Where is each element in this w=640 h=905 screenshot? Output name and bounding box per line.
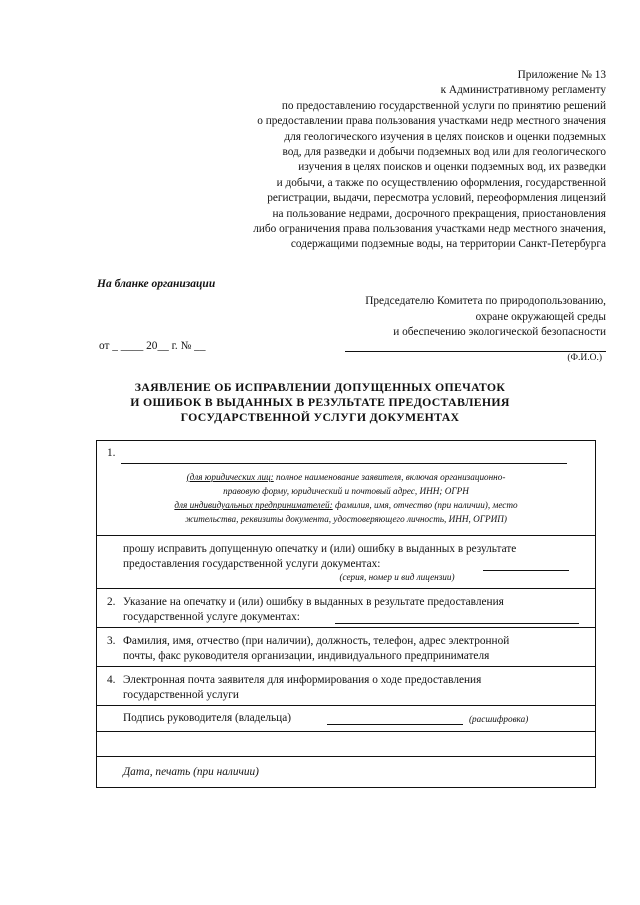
request-text-line: прошу исправить допущенную опечатку и (или) ошибку в выданных в результате [123, 543, 517, 555]
item-number: 3. [107, 635, 116, 647]
appendix-line: о предоставлении права пользования участками недр местного значения [257, 115, 606, 128]
error-text-line: Указание на опечатку и (или) ошибку в выданных в результате предоставления [123, 596, 504, 608]
appendix-header [166, 68, 606, 253]
letterhead-label: На бланке организации [97, 278, 216, 290]
addressee-line: Председателю Комитета по природопользованию, [365, 295, 606, 307]
appendix-line: вод, для разведки и добычи подземных вод или для геологического [282, 146, 606, 159]
title-line: И ОШИБОК В ВЫДАННЫХ В РЕЗУЛЬТАТЕ ПРЕДОСТАВЛЕНИЯ [130, 395, 510, 409]
appendix-line: по предоставлению государственной услуги по принятию решений [281, 99, 606, 112]
license-fill-line[interactable] [483, 570, 569, 571]
item-number: 2. [107, 596, 116, 608]
empty-cell[interactable] [97, 732, 595, 756]
document-title [100, 380, 540, 425]
form-row-request [97, 536, 596, 589]
hint-ip-label: для индивидуальных предпринимателей: [174, 500, 333, 510]
addressee-line: и обеспечению экологической безопасности [393, 326, 606, 339]
request-text-line: предоставления государственной услуги документах: [123, 558, 381, 570]
appendix-line: и добычи, а также по осуществлению оформления, государственной [276, 176, 606, 189]
appendix-line: регистрации, выдачи, пересмотра условий, переоформления лицензий [267, 192, 606, 205]
applicant-fill-line[interactable] [121, 463, 567, 464]
appendix-line: изучения в целях поисков и оценки подземных вод, их разведки [298, 161, 606, 174]
addressee-block [286, 294, 606, 341]
item-number: 4. [107, 674, 116, 686]
date-stamp-label: Дата, печать (при наличии) [123, 766, 259, 778]
signature-hint: (расшифровка) [469, 714, 529, 724]
fio-fill-line[interactable] [345, 351, 606, 352]
contact-text-line: Фамилия, имя, отчество (при наличии), должность, телефон, адрес электронной [123, 635, 510, 647]
appendix-line: для геологического изучения в целях поисков и оценки подземных [284, 130, 606, 143]
form-row-signature [97, 706, 596, 732]
hint-legal-text: полное наименование заявителя, включая организационно- [273, 472, 506, 482]
error-fill-line[interactable] [335, 623, 579, 624]
title-line: ГОСУДАРСТВЕННОЙ УСЛУГИ ДОКУМЕНТАХ [180, 410, 460, 424]
form-row-date-stamp [97, 757, 596, 788]
hint-legal-label: (для юридических лиц: [186, 472, 274, 482]
hint-line: жительства, реквизиты документа, удостоверяющего личность, ИНН, ОГРИП) [185, 514, 507, 524]
appendix-line: либо ограничения права пользования участками недр местного значения, [253, 223, 606, 236]
signature-label: Подпись руководителя (владельца) [123, 712, 291, 724]
addressee-line: охране окружающей среды [475, 310, 606, 323]
form-row-email [97, 667, 596, 706]
applicant-hint [113, 470, 579, 526]
title-line: ЗАЯВЛЕНИЕ ОБ ИСПРАВЛЕНИИ ДОПУЩЕННЫХ ОПЕЧАТОК [134, 380, 506, 394]
appendix-line: содержащими подземные воды, на территории Санкт-Петербурга [290, 238, 606, 251]
date-number-line[interactable]: от _ ____ 20__ г. № __ [99, 340, 206, 352]
appendix-line: на пользование недрами, досрочного прекращения, приостановления [272, 207, 606, 220]
appendix-line: Приложение № 13 [517, 69, 606, 81]
item-number: 1. [107, 447, 116, 459]
form-row-error-indication [97, 589, 596, 628]
application-form-table [96, 440, 596, 788]
error-text-line: государственной услуге документах: [123, 611, 300, 623]
form-row-empty [97, 732, 596, 757]
form-row-applicant [97, 441, 596, 536]
appendix-line: к Административному регламенту [440, 84, 606, 97]
fio-caption: (Ф.И.О.) [567, 353, 602, 363]
contact-text-line: почты, факс руководителя организации, индивидуального предпринимателя [123, 650, 490, 662]
hint-ip-text: фамилия, имя, отчество (при наличии), место [332, 500, 518, 510]
license-hint: (серия, номер и вид лицензии) [339, 572, 455, 582]
email-text-line: Электронная почта заявителя для информирования о ходе предоставления [123, 674, 482, 686]
form-row-contact [97, 628, 596, 667]
hint-line: правовую форму, юридический и почтовый адрес, ИНН; ОГРН [223, 486, 469, 496]
email-text-line: государственной услуги [123, 689, 239, 701]
signature-fill-line[interactable] [327, 724, 463, 725]
